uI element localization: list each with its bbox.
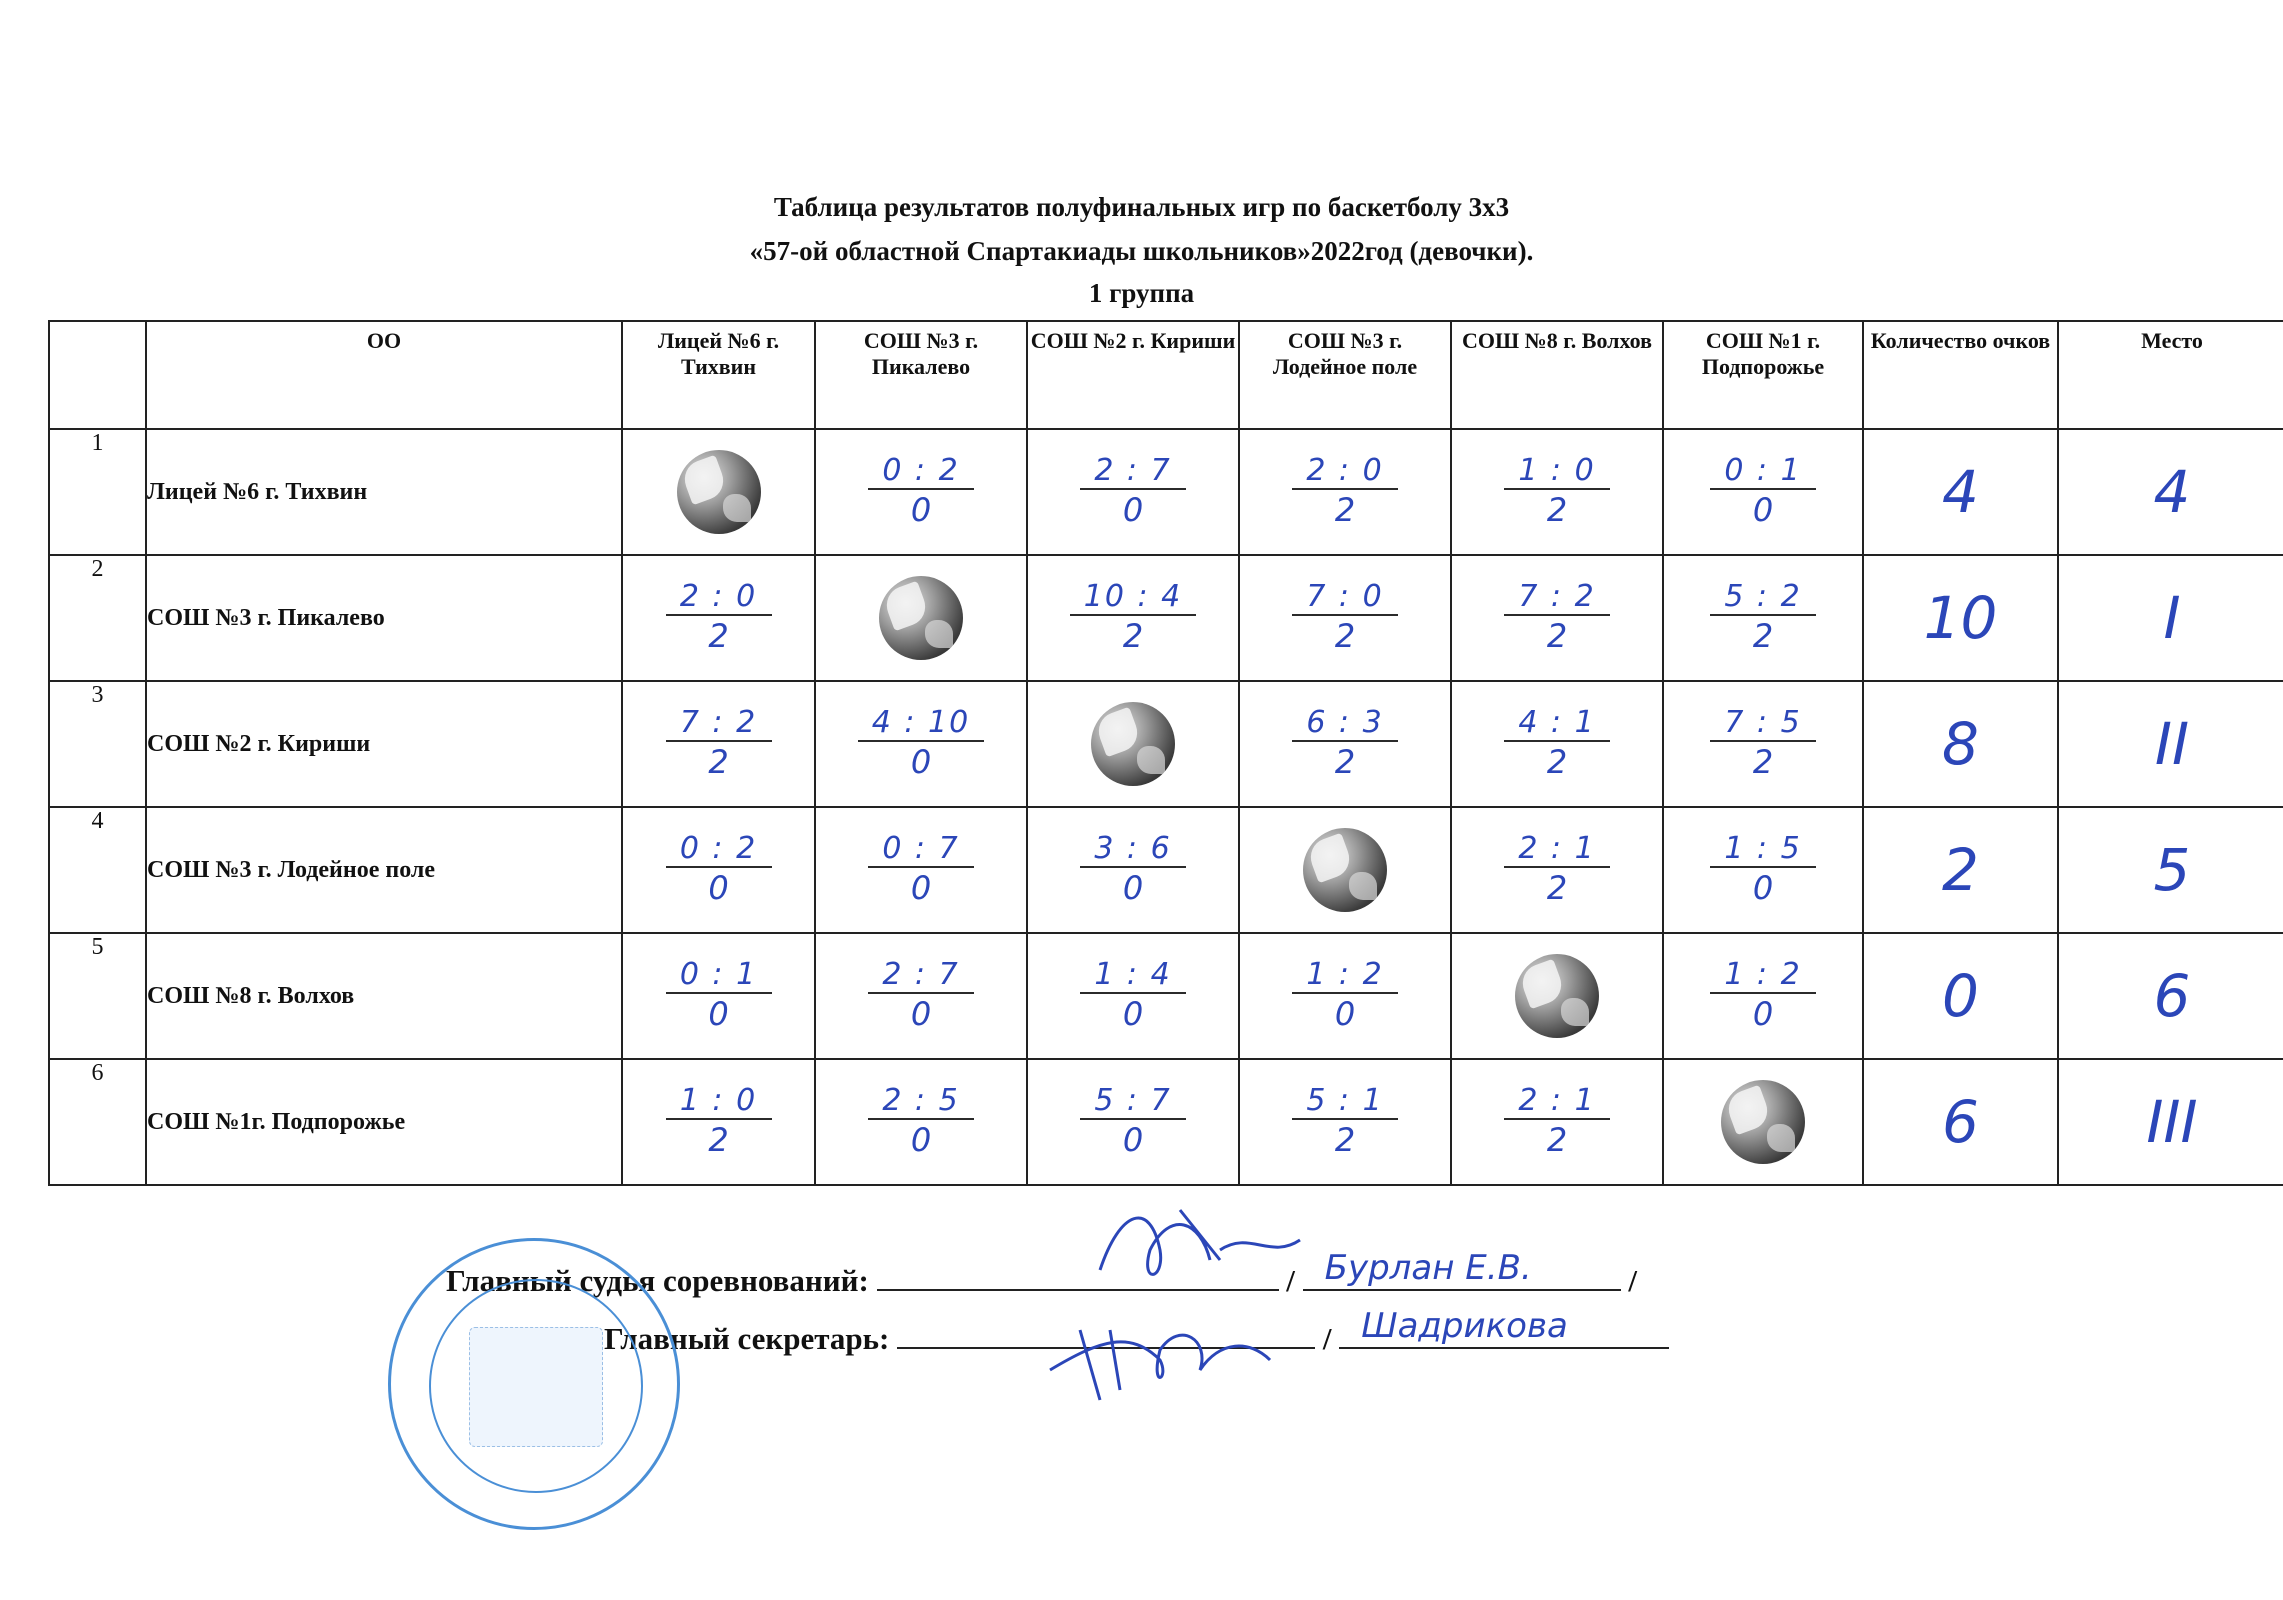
total-points: 6: [1942, 1088, 1979, 1156]
header-team-1: Лицей №6 г. Тихвин: [622, 321, 815, 429]
match-points: 0: [910, 743, 932, 781]
match-result-cell: [1451, 807, 1663, 933]
match-result: [868, 1084, 974, 1160]
match-points: 0: [708, 995, 729, 1033]
match-result: [1710, 832, 1816, 908]
total-points-cell: [1863, 555, 2058, 681]
team-name: СОШ №2 г. Кириши: [146, 681, 622, 807]
match-points: 2: [1334, 491, 1356, 529]
match-points: 0: [1122, 869, 1144, 907]
match-score: 10 : 4: [1070, 580, 1196, 616]
ball-icon: [1091, 702, 1175, 786]
match-result: [1292, 1084, 1398, 1160]
place-value: II: [2154, 710, 2190, 778]
match-points: 0: [1122, 1121, 1144, 1159]
match-score: 3 : 6: [1080, 832, 1186, 868]
team-name: СОШ №3 г. Пикалево: [146, 555, 622, 681]
match-result: [666, 706, 772, 782]
match-result-cell: [1663, 681, 1863, 807]
match-result-cell: [1451, 555, 1663, 681]
match-score: 2 : 0: [1292, 454, 1398, 490]
total-points-cell: [1863, 933, 2058, 1059]
match-points: 2: [708, 743, 729, 781]
header-points: Количество очков: [1863, 321, 2058, 429]
ball-icon: [879, 576, 963, 660]
match-result: [666, 832, 772, 908]
match-score: 7 : 5: [1710, 706, 1816, 742]
table-row: [49, 555, 2283, 681]
header-team-6: СОШ №1 г. Подпорожье: [1663, 321, 1863, 429]
header-team-3: СОШ №2 г. Кириши: [1027, 321, 1239, 429]
match-score: 2 : 7: [1080, 454, 1186, 490]
total-points-cell: [1863, 1059, 2058, 1185]
match-points: 2: [1546, 491, 1568, 529]
match-result: [1504, 832, 1610, 908]
self-match-cell: [1663, 1059, 1863, 1185]
total-points-cell: [1863, 681, 2058, 807]
match-result: [1292, 454, 1398, 530]
separator: /: [1286, 1263, 1295, 1298]
place-cell: [2058, 807, 2283, 933]
match-score: 2 : 1: [1504, 1084, 1610, 1120]
match-result-cell: [1663, 555, 1863, 681]
match-result: [1080, 1084, 1186, 1160]
match-points: 2: [708, 617, 729, 655]
stamp-emblem: [469, 1327, 603, 1447]
match-result-cell: [1451, 429, 1663, 555]
team-name: Лицей №6 г. Тихвин: [146, 429, 622, 555]
match-score: 2 : 0: [666, 580, 772, 616]
match-result: [1080, 832, 1186, 908]
row-number: 3: [49, 681, 146, 807]
header-team-2: СОШ №3 г. Пикалево: [815, 321, 1027, 429]
match-result-cell: [622, 1059, 815, 1185]
header-row: [49, 321, 2283, 429]
match-points: 2: [1546, 1121, 1568, 1159]
match-result-cell: [1239, 429, 1451, 555]
self-match-cell: [1239, 807, 1451, 933]
secretary-name: Шадрикова: [1361, 1306, 1568, 1346]
place-cell: [2058, 933, 2283, 1059]
match-score: 1 : 2: [1710, 958, 1816, 994]
row-number: 4: [49, 807, 146, 933]
match-result-cell: [1451, 681, 1663, 807]
match-result: [1292, 706, 1398, 782]
match-points: 2: [1546, 743, 1568, 781]
ball-icon: [677, 450, 761, 534]
match-score: 7 : 0: [1292, 580, 1398, 616]
match-result: [1504, 706, 1610, 782]
judge-name-field: [1303, 1248, 1621, 1291]
judge-signature: [1080, 1190, 1320, 1300]
match-result: [666, 958, 772, 1034]
match-result: [868, 454, 974, 530]
match-points: 0: [1334, 995, 1356, 1033]
match-result-cell: [622, 807, 815, 933]
self-match-cell: [622, 429, 815, 555]
secretary-signature: [1040, 1300, 1320, 1410]
match-result: [1070, 580, 1196, 656]
match-score: 5 : 2: [1710, 580, 1816, 616]
judge-name: Бурлан Е.В.: [1324, 1248, 1532, 1288]
total-points: 0: [1942, 962, 1979, 1030]
match-result-cell: [1239, 1059, 1451, 1185]
match-result: [1080, 454, 1186, 530]
match-points: 0: [1752, 491, 1774, 529]
judge-label: Главный судья соревнований:: [446, 1263, 869, 1298]
doc-title-group: 1 группа: [1088, 278, 1195, 308]
match-result: [1292, 580, 1398, 656]
place-cell: [2058, 555, 2283, 681]
place-cell: [2058, 681, 2283, 807]
table-row: [49, 681, 2283, 807]
match-score: 2 : 7: [868, 958, 974, 994]
place-value: I: [2163, 584, 2181, 652]
secretary-label: Главный секретарь:: [604, 1321, 890, 1356]
match-result-cell: [815, 681, 1027, 807]
ball-icon: [1303, 828, 1387, 912]
match-points: 2: [1334, 1121, 1356, 1159]
match-result-cell: [815, 807, 1027, 933]
match-result-cell: [1027, 1059, 1239, 1185]
total-points: 2: [1942, 836, 1979, 904]
match-result-cell: [815, 1059, 1027, 1185]
match-score: 1 : 2: [1292, 958, 1398, 994]
match-result-cell: [1027, 933, 1239, 1059]
doc-title-line2: «57-ой областной Спартакиады школьников»2022год (девочки).: [749, 236, 1534, 266]
header-team-5: СОШ №8 г. Волхов: [1451, 321, 1663, 429]
match-result-cell: [622, 555, 815, 681]
match-points: 2: [1546, 617, 1568, 655]
match-points: 0: [910, 869, 932, 907]
match-result-cell: [1027, 429, 1239, 555]
match-score: 1 : 5: [1710, 832, 1816, 868]
match-score: 6 : 3: [1292, 706, 1398, 742]
match-points: 0: [708, 869, 729, 907]
match-score: 7 : 2: [1504, 580, 1610, 616]
match-result-cell: [1663, 807, 1863, 933]
match-result-cell: [622, 933, 815, 1059]
match-points: 2: [1546, 869, 1568, 907]
total-points: 8: [1942, 710, 1979, 778]
total-points: 10: [1923, 584, 1998, 652]
match-score: 7 : 2: [666, 706, 772, 742]
match-result: [1710, 958, 1816, 1034]
place-cell: [2058, 1059, 2283, 1185]
place-value: 4: [2153, 458, 2191, 526]
total-points: 4: [1942, 458, 1979, 526]
match-score: 4 : 10: [858, 706, 984, 742]
place-value: 5: [2153, 836, 2191, 904]
match-result-cell: [1027, 807, 1239, 933]
total-points-cell: [1863, 429, 2058, 555]
separator: /: [1322, 1321, 1332, 1356]
match-result: [858, 706, 984, 782]
header-place: Место: [2058, 321, 2283, 429]
match-score: 0 : 1: [1710, 454, 1816, 490]
match-points: 0: [1752, 869, 1774, 907]
match-result: [666, 580, 772, 656]
results-table: [48, 320, 2283, 1186]
match-points: 0: [1122, 995, 1144, 1033]
match-result-cell: [815, 933, 1027, 1059]
match-score: 0 : 2: [868, 454, 974, 490]
match-result: [1080, 958, 1186, 1034]
ball-icon: [1515, 954, 1599, 1038]
match-result: [868, 832, 974, 908]
match-result: [1710, 580, 1816, 656]
match-result: [1504, 454, 1610, 530]
header-oo: ОО: [146, 321, 622, 429]
place-cell: [2058, 429, 2283, 555]
match-result-cell: [1663, 429, 1863, 555]
separator: /: [1628, 1263, 1638, 1298]
self-match-cell: [1451, 933, 1663, 1059]
match-score: 0 : 1: [666, 958, 772, 994]
table-row: [49, 807, 2283, 933]
match-points: 0: [1752, 995, 1774, 1033]
table-row: [49, 1059, 2283, 1185]
secretary-name-field: [1339, 1306, 1669, 1349]
match-points: 2: [1334, 617, 1356, 655]
header-team-4: СОШ №3 г. Лодейное поле: [1239, 321, 1451, 429]
match-result-cell: [1239, 933, 1451, 1059]
row-number: 1: [49, 429, 146, 555]
match-points: 2: [1752, 617, 1774, 655]
match-result-cell: [1451, 1059, 1663, 1185]
ball-icon: [1721, 1080, 1805, 1164]
match-score: 1 : 4: [1080, 958, 1186, 994]
match-score: 5 : 7: [1080, 1084, 1186, 1120]
match-result-cell: [1239, 681, 1451, 807]
total-points-cell: [1863, 807, 2058, 933]
match-score: 1 : 0: [1504, 454, 1610, 490]
row-number: 2: [49, 555, 146, 681]
match-score: 1 : 0: [666, 1084, 772, 1120]
match-points: 2: [1334, 743, 1356, 781]
match-score: 4 : 1: [1504, 706, 1610, 742]
match-points: 2: [1752, 743, 1774, 781]
match-result: [1710, 706, 1816, 782]
match-result-cell: [1663, 933, 1863, 1059]
table-row: [49, 933, 2283, 1059]
team-name: СОШ №1г. Подпорожье: [146, 1059, 622, 1185]
match-points: 0: [910, 1121, 932, 1159]
match-result: [666, 1084, 772, 1160]
place-value: 6: [2153, 962, 2191, 1030]
team-name: СОШ №8 г. Волхов: [146, 933, 622, 1059]
match-points: 2: [1122, 617, 1144, 655]
match-points: 2: [708, 1121, 729, 1159]
match-score: 2 : 1: [1504, 832, 1610, 868]
table-row: [49, 429, 2283, 555]
match-result-cell: [815, 429, 1027, 555]
match-result-cell: [1239, 555, 1451, 681]
match-result: [1504, 580, 1610, 656]
match-points: 0: [910, 995, 932, 1033]
self-match-cell: [1027, 681, 1239, 807]
doc-title-line1: Таблица результатов полуфинальных игр по баскетболу 3х3: [773, 192, 1510, 222]
header-num: [49, 321, 146, 429]
match-result-cell: [1027, 555, 1239, 681]
place-value: III: [2146, 1088, 2198, 1156]
match-score: 2 : 5: [868, 1084, 974, 1120]
self-match-cell: [815, 555, 1027, 681]
match-result: [1504, 1084, 1610, 1160]
match-points: 0: [1122, 491, 1144, 529]
team-name: СОШ №3 г. Лодейное поле: [146, 807, 622, 933]
match-result: [868, 958, 974, 1034]
row-number: 6: [49, 1059, 146, 1185]
row-number: 5: [49, 933, 146, 1059]
match-result-cell: [622, 681, 815, 807]
match-points: 0: [910, 491, 932, 529]
official-stamp: [388, 1238, 680, 1530]
match-score: 0 : 2: [666, 832, 772, 868]
match-score: 5 : 1: [1292, 1084, 1398, 1120]
match-result: [1710, 454, 1816, 530]
match-result: [1292, 958, 1398, 1034]
match-score: 0 : 7: [868, 832, 974, 868]
